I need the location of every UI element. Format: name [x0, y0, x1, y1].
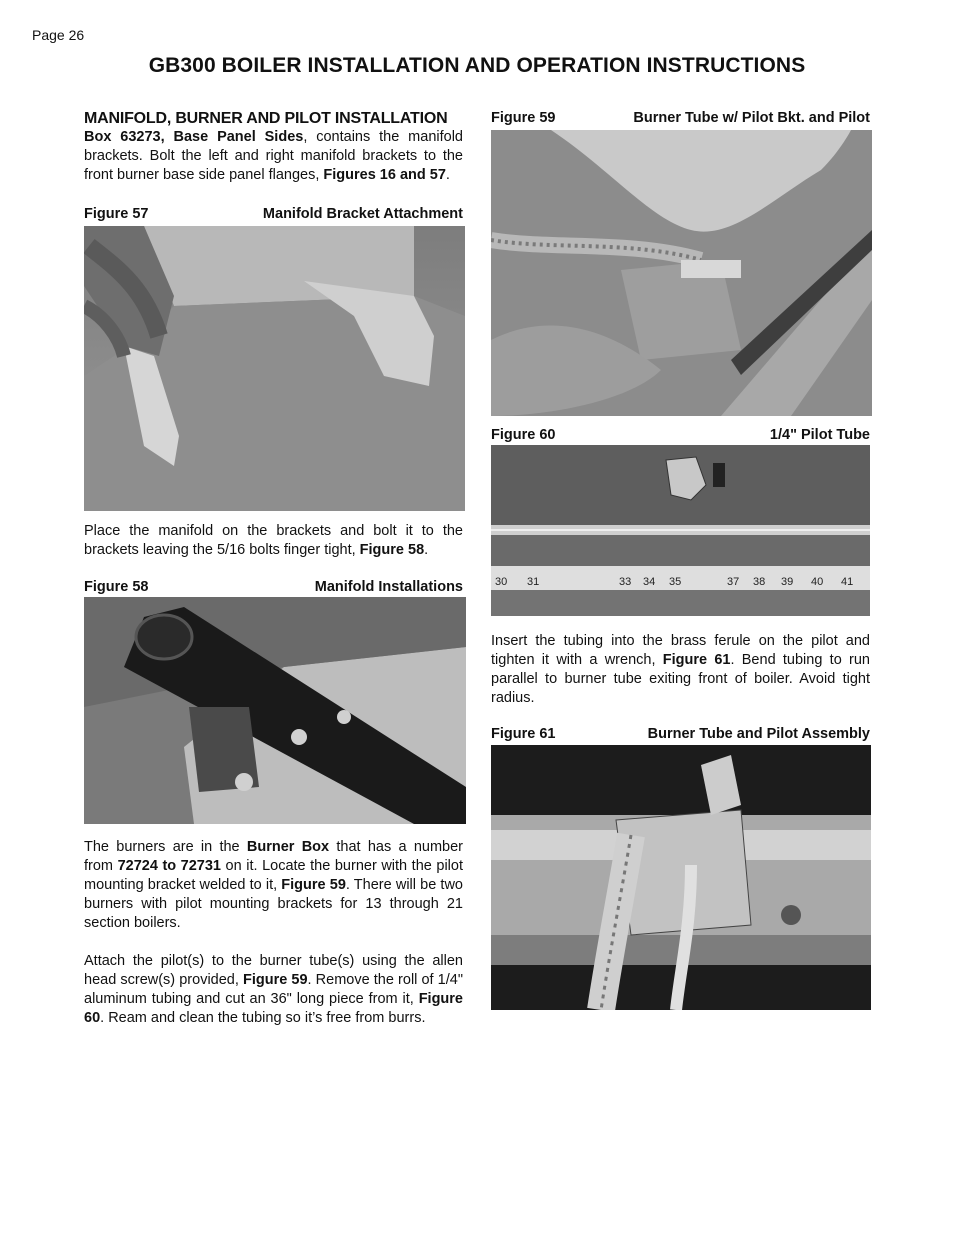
figure-60-photo [491, 445, 870, 616]
left-column [84, 110, 463, 1028]
bold-text: Figure 58 [359, 542, 425, 558]
ruler-number: 30 [495, 576, 508, 588]
ruler-number: 35 [669, 576, 682, 588]
paragraph-insert-tubing [491, 632, 870, 708]
figure-61-title: Burner Tube and Pilot Assembly [647, 726, 870, 742]
section-heading: MANIFOLD, BURNER AND PILOT INSTALLATION [84, 110, 448, 127]
text-run: that has a number from [84, 839, 463, 874]
ruler-number: 34 [643, 576, 656, 588]
bold-text: Figure 59 [281, 877, 346, 893]
ruler-number: 40 [811, 576, 824, 588]
figure-57-photo [84, 226, 465, 511]
figure-60-label: Figure 60 [491, 427, 556, 443]
bold-text: Figure 59 [243, 972, 308, 988]
figure-58-label: Figure 58 [84, 579, 149, 595]
figure-59-title: Burner Tube w/ Pilot Bkt. and Pilot [633, 110, 870, 126]
bold-text: Figures 16 and 57 [323, 167, 446, 183]
bold-text: 72724 to 72731 [117, 858, 221, 874]
figure-57-caption [84, 206, 463, 222]
ruler-number: 41 [841, 576, 854, 588]
text-run: . Remove the roll of 1/4" aluminum tubing and cut an 36" long piece from it, [84, 972, 463, 1007]
text-run: on it. Locate the burner with the pilot mounting bracket welded to it, [84, 858, 463, 893]
bold-text: Burner Box [246, 839, 330, 855]
right-column [491, 110, 870, 1010]
text-run: Attach the pilot(s) to the burner tube(s) using the allen head screw(s) provided, [84, 953, 463, 988]
bold-text: Figure 60 [84, 991, 463, 1026]
figure-61-caption [491, 726, 870, 742]
text-run: . [424, 542, 429, 558]
text-run: . Bend tubing to run parallel to burner tube exiting front of boiler. Avoid tight radius. [491, 652, 870, 706]
text-run: Place the manifold on the brackets and bolt it to the brackets leaving the 5/16 bolts finger tight, [84, 523, 463, 558]
bold-text: Box 63273, Base Panel Sides [84, 129, 304, 145]
text-run: . Ream and clean the tubing so it’s free from burrs. [100, 1010, 426, 1026]
figure-58-photo [84, 597, 466, 824]
ruler-number: 39 [781, 576, 794, 588]
ruler-number: 37 [727, 576, 740, 588]
figure-59-caption [491, 110, 870, 126]
paragraph-place-manifold [84, 522, 463, 560]
ruler-number: 33 [619, 576, 632, 588]
paragraph-manifold-brackets [84, 128, 463, 185]
figure-57-title: Manifold Bracket Attachment [262, 206, 463, 222]
figure-61-label: Figure 61 [491, 726, 556, 742]
text-run: , contains the manifold brackets. Bolt the left and right manifold brackets to the front burner base side panel flanges, [84, 129, 463, 183]
text-run: Insert the tubing into the brass ferule on the pilot and tighten it with a wrench, [491, 633, 870, 668]
text-run: . There will be two burners with pilot mounting brackets for 13 through 21 section boilers. [84, 877, 463, 931]
figure-57-label: Figure 57 [84, 206, 149, 222]
figure-60-caption [491, 427, 870, 443]
figure-58-caption [84, 579, 463, 595]
figure-59-photo [491, 130, 872, 416]
text-run: The burners are in the [84, 839, 247, 855]
paragraph-burners [84, 838, 463, 933]
figure-60-title: 1/4" Pilot Tube [769, 427, 870, 443]
ruler-number: 31 [527, 576, 540, 588]
text-run: . [445, 167, 450, 183]
page-number: Page 26 [32, 27, 85, 43]
figure-61-photo [491, 745, 871, 1010]
bold-text: Figure 61 [662, 652, 731, 668]
paragraph-attach-pilot [84, 952, 463, 1028]
document-title: GB300 BOILER INSTALLATION AND OPERATION INSTRUCTIONS [148, 54, 806, 77]
figure-58-title: Manifold Installations [314, 579, 463, 595]
figure-59-label: Figure 59 [491, 110, 556, 126]
ruler-number: 38 [753, 576, 766, 588]
